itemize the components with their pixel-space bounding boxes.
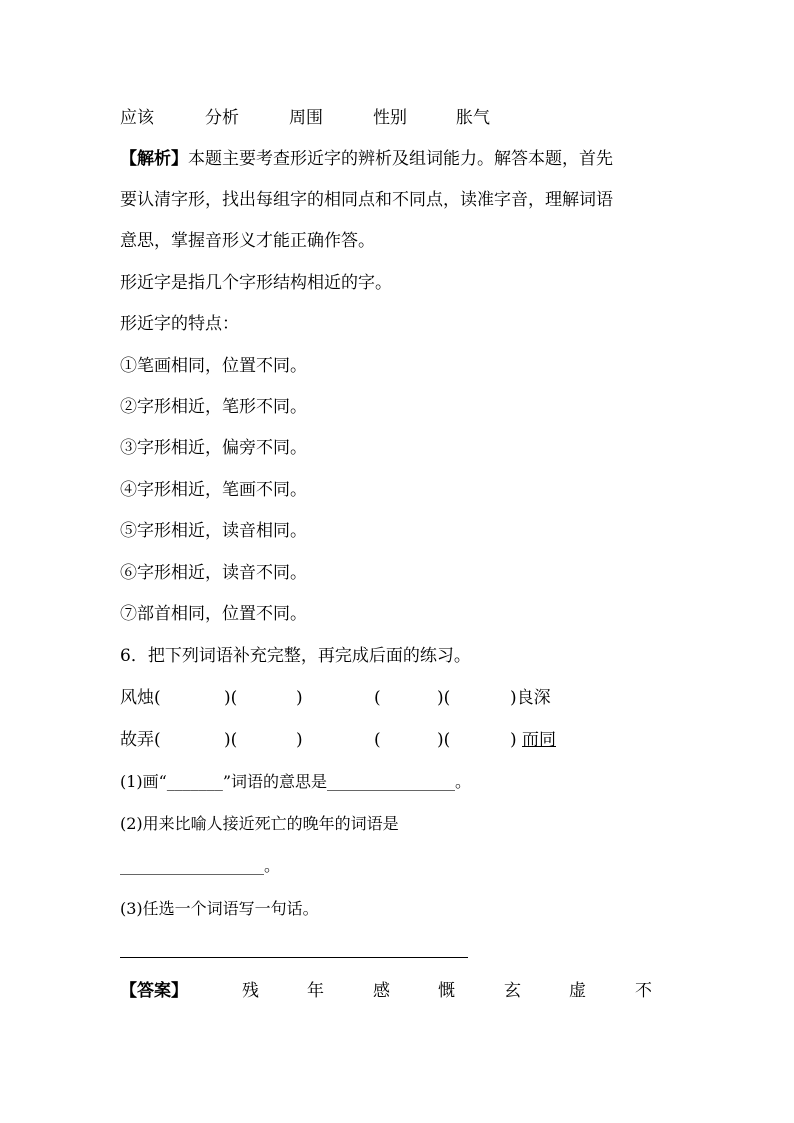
- answer-char: 不: [635, 981, 652, 1001]
- row2-gap3: (: [374, 730, 381, 750]
- answer-char: 年: [307, 981, 324, 1001]
- analysis-line-3: 意思，掌握音形义才能正确作答。: [120, 231, 375, 251]
- analysis-label: 【解析】: [120, 149, 188, 169]
- feature-item: ⑤字形相近，读音相同。: [120, 521, 307, 541]
- row1-gap2: ): [296, 688, 303, 708]
- feature-item: ⑥字形相近，读音不同。: [120, 563, 307, 583]
- top-word: 周围: [289, 108, 323, 128]
- row2-end-underlined: 而同: [522, 730, 556, 750]
- answer-blank-line: [120, 957, 468, 958]
- analysis-text: 本题主要考查形近字的辨析及组词能力。解答本题，首先: [188, 149, 613, 169]
- answer-char: 玄: [504, 981, 521, 1001]
- row2-end-paren: ): [510, 730, 517, 750]
- row2-gap4: )(: [437, 730, 451, 750]
- sub-question-3: (3)任选一个词语写一句话。: [120, 899, 319, 918]
- top-word: 应该: [120, 108, 154, 128]
- answer-char: 虚: [569, 981, 586, 1001]
- feature-item: ②字形相近，笔形不同。: [120, 397, 307, 417]
- row1-start: 风烛(: [120, 688, 161, 708]
- row1-end: )良深: [510, 688, 551, 708]
- feature-item: ⑦部首相同，位置不同。: [120, 604, 307, 624]
- question-6-title: 6．把下列词语补充完整，再完成后面的练习。: [120, 646, 471, 666]
- answer-label: 【答案】: [120, 981, 188, 1001]
- feature-item: ④字形相近，笔画不同。: [120, 480, 307, 500]
- feature-item: ①笔画相同，位置不同。: [120, 356, 307, 376]
- top-word: 性别: [373, 108, 407, 128]
- definition-line: 形近字是指几个字形结构相近的字。: [120, 273, 392, 293]
- row2-start: 故弄(: [120, 730, 161, 750]
- row1-gap3: (: [374, 688, 381, 708]
- row2-gap2: ): [296, 730, 303, 750]
- sub-question-2: (2)用来比喻人接近死亡的晚年的词语是: [120, 814, 399, 833]
- feature-item: ③字形相近，偏旁不同。: [120, 438, 307, 458]
- analysis-line-1: [120, 148, 613, 170]
- row2-gap1: )(: [224, 730, 238, 750]
- analysis-line-2: 要认清字形，找出每组字的相同点和不同点，读准字音，理解词语: [120, 190, 613, 210]
- top-word: 分析: [205, 108, 239, 128]
- sub-question-2-blank: __________________。: [120, 856, 281, 875]
- answer-char: 感: [373, 981, 390, 1001]
- top-word: 胀气: [456, 108, 490, 128]
- row1-gap1: )(: [224, 688, 238, 708]
- answer-char: 残: [242, 981, 259, 1001]
- row1-gap4: )(: [437, 688, 451, 708]
- sub-question-1: (1)画“_______”词语的意思是________________。: [120, 772, 472, 791]
- answer-char: 慨: [438, 981, 455, 1001]
- features-title: 形近字的特点：: [120, 314, 239, 334]
